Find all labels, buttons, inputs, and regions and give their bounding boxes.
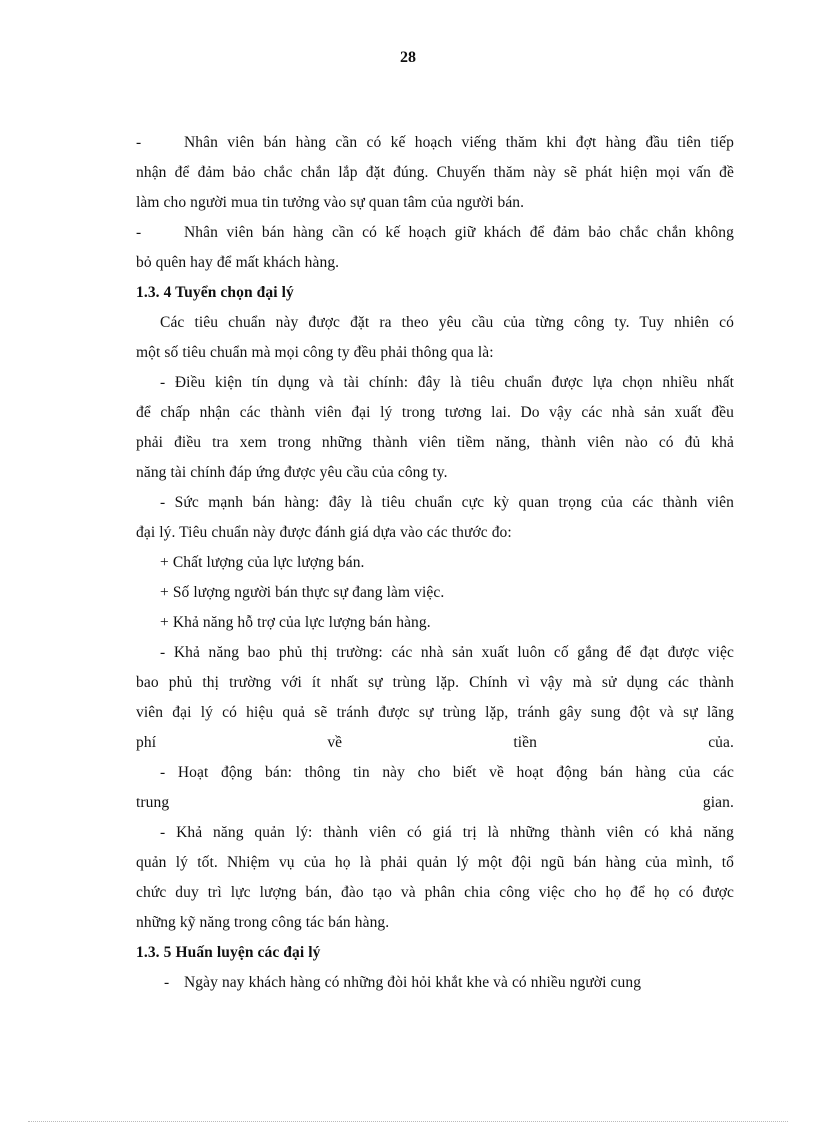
text-line: làm cho người mua tin tưởng vào sự quan tâm của người bán. bbox=[136, 194, 525, 211]
section-heading: 1.3. 4 Tuyển chọn đại lý bbox=[136, 284, 294, 301]
text-line: phí về tiền của. bbox=[136, 734, 734, 751]
text-line: viên đại lý có hiệu quả sẽ tránh được sự trùng lặp, tránh gây sung đột và sự lãng bbox=[136, 704, 734, 721]
text-line: - Khả năng bao phủ thị trường: các nhà sản xuất luôn cố gắng để đạt được việc bbox=[160, 644, 734, 661]
text-line: Các tiêu chuẩn này được đặt ra theo yêu cầu của từng công ty. Tuy nhiên có bbox=[160, 314, 734, 331]
page-number: 28 bbox=[400, 49, 416, 66]
text-line: nhận để đảm bảo chắc chắn lắp đặt đúng. Chuyến thăm này sẽ phát hiện mọi vấn đề bbox=[136, 164, 734, 181]
text-line: Nhân viên bán hàng cần có kế hoạch giữ khách để đảm bảo chắc chắn không bbox=[184, 224, 734, 241]
bullet-dash: - bbox=[164, 974, 170, 991]
text-line: chức duy trì lực lượng bán, đào tạo và phân chia công việc cho họ để họ có được bbox=[136, 884, 734, 901]
text-line: năng tài chính đáp ứng được yêu cầu của công ty. bbox=[136, 464, 448, 481]
text-line: trung gian. bbox=[136, 794, 734, 811]
text-line: đại lý. Tiêu chuẩn này được đánh giá dựa vào các thước đo: bbox=[136, 524, 512, 541]
text-line: + Chất lượng của lực lượng bán. bbox=[160, 554, 365, 571]
text-line: + Số lượng người bán thực sự đang làm việc. bbox=[160, 584, 445, 601]
text-line: một số tiêu chuẩn mà mọi công ty đều phải thông qua là: bbox=[136, 344, 494, 361]
text-line: + Khả năng hỗ trợ của lực lượng bán hàng. bbox=[160, 614, 431, 631]
bullet-dash: - bbox=[136, 134, 142, 151]
page-bottom-rule bbox=[28, 1121, 788, 1122]
text-line: bỏ quên hay để mất khách hàng. bbox=[136, 254, 340, 271]
text-line: - Khả năng quản lý: thành viên có giá trị là những thành viên có khả năng bbox=[160, 824, 734, 841]
bullet-dash: - bbox=[136, 224, 142, 241]
text-line: Ngày nay khách hàng có những đòi hỏi khắt khe và có nhiều người cung bbox=[184, 974, 642, 991]
text-line: - Sức mạnh bán hàng: đây là tiêu chuẩn cực kỳ quan trọng của các thành viên bbox=[160, 494, 734, 511]
text-line: Nhân viên bán hàng cần có kế hoạch viếng thăm khi đợt hàng đầu tiên tiếp bbox=[184, 134, 734, 151]
text-line: - Hoạt động bán: thông tin này cho biết về hoạt động bán hàng của các bbox=[160, 764, 734, 781]
section-heading: 1.3. 5 Huấn luyện các đại lý bbox=[136, 944, 321, 961]
text-line: những kỹ năng trong công tác bán hàng. bbox=[136, 914, 390, 931]
text-line: - Điều kiện tín dụng và tài chính: đây là tiêu chuẩn được lựa chọn nhiều nhất bbox=[160, 374, 734, 391]
text-line: phải điều tra xem trong những thành viên tiềm năng, thành viên nào có đủ khả bbox=[136, 434, 734, 451]
text-line: quản lý tốt. Nhiệm vụ của họ là phải quản lý một đội ngũ bán hàng của mình, tổ bbox=[136, 854, 734, 871]
text-line: bao phủ thị trường với ít nhất sự trùng lặp. Chính vì vậy mà sử dụng các thành bbox=[136, 674, 734, 691]
text-line: để chấp nhận các thành viên đại lý trong tương lai. Do vậy các nhà sản xuất đều bbox=[136, 404, 734, 421]
